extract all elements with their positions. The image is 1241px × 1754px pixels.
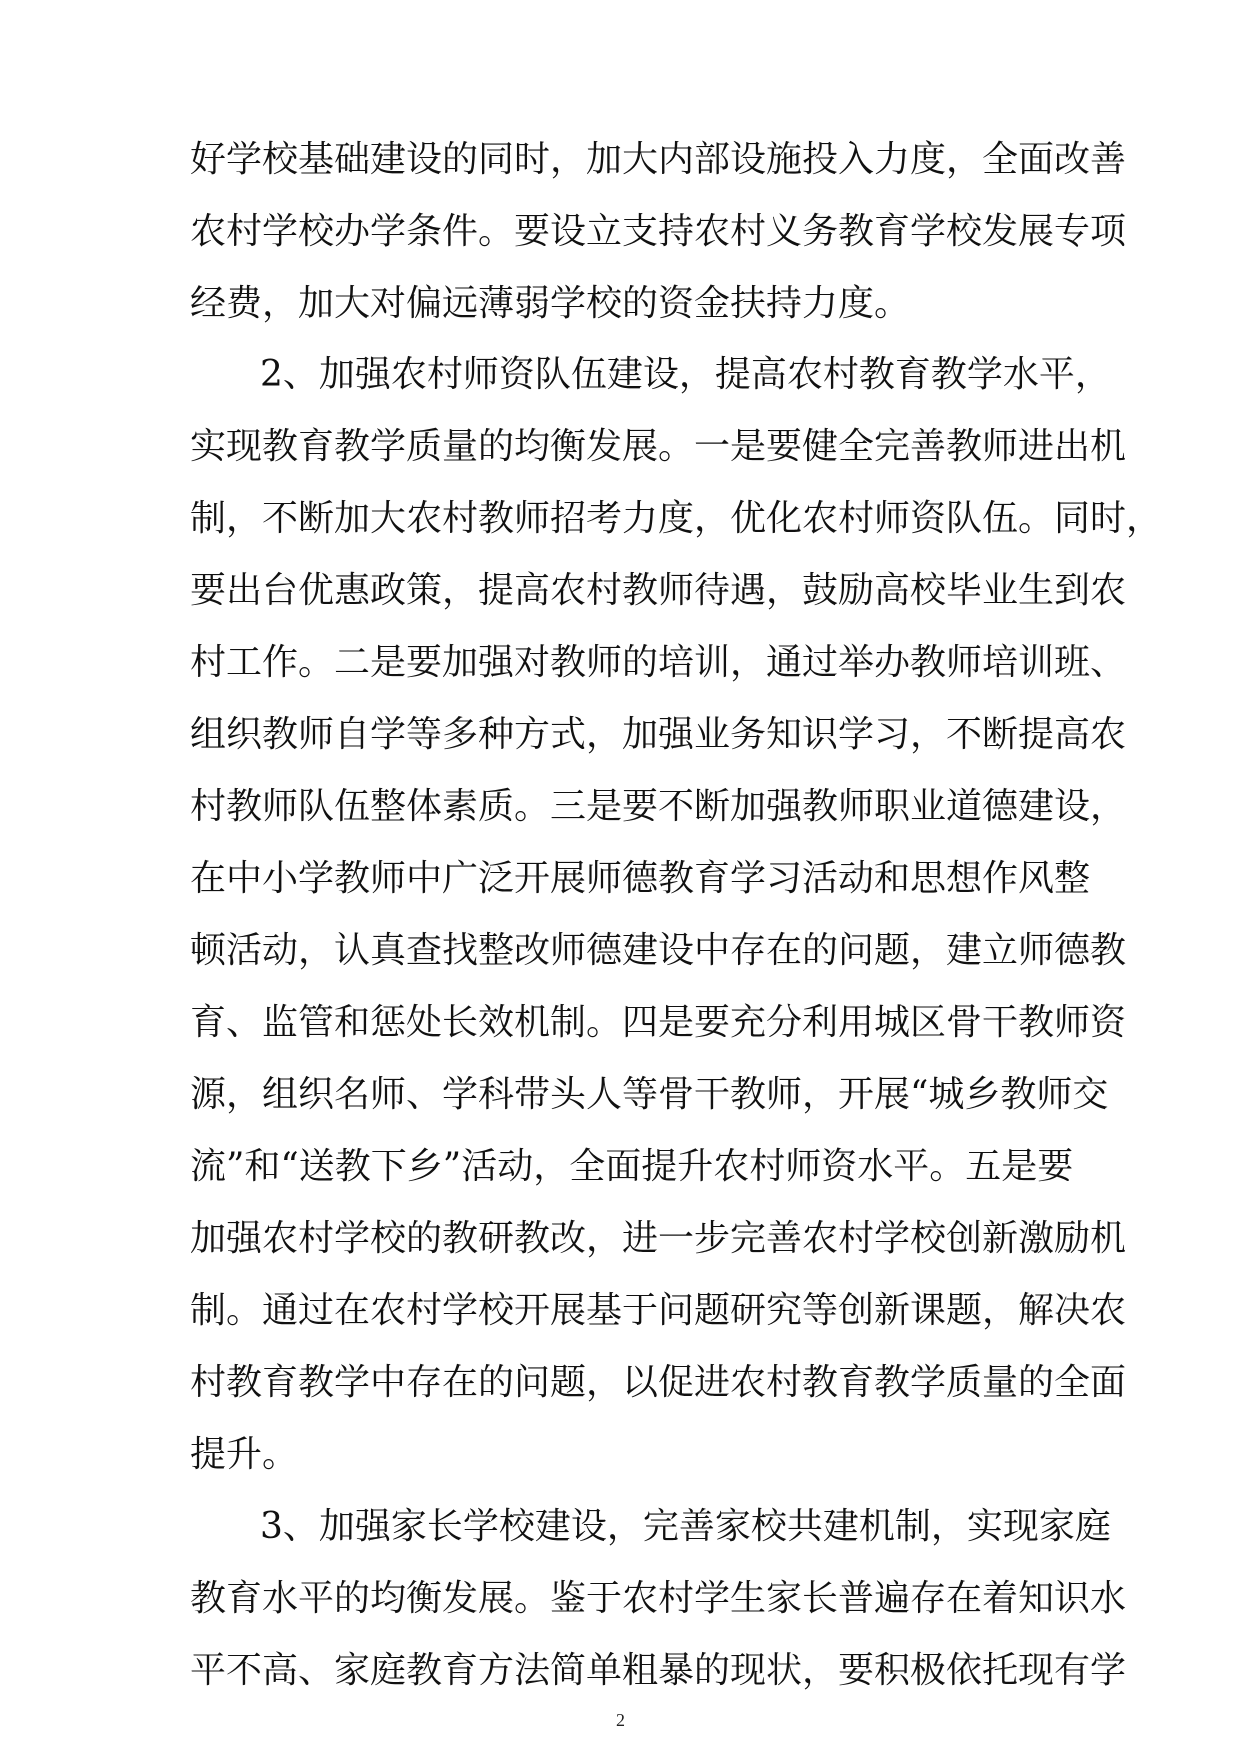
text-line: 制。通过在农村学校开展基于问题研究等创新课题，解决农 <box>190 1290 1127 1331</box>
text-line: 3、加强家长学校建设，完善家校共建机制，实现家庭 <box>260 1506 1111 1547</box>
text-line: 经费，加大对偏远薄弱学校的资金扶持力度。 <box>190 283 911 324</box>
text-line: 提升。 <box>190 1434 299 1475</box>
text-line: 要出台优惠政策，提高农村教师待遇，鼓励高校毕业生到农 <box>190 570 1127 611</box>
text-line: 2、加强农村师资队伍建设，提高农村教育教学水平， <box>260 354 1111 395</box>
text-line: 加强农村学校的教研教改，进一步完善农村学校创新激励机 <box>190 1218 1127 1259</box>
text-line: 流”和“送教下乡”活动，全面提升农村师资水平。五是要 <box>190 1146 1074 1187</box>
text-line: 顿活动，认真查找整改师德建设中存在的问题，建立师德教 <box>190 930 1127 971</box>
text-line: 村工作。二是要加强对教师的培训，通过举办教师培训班、 <box>190 642 1127 683</box>
text-line: 制，不断加大农村教师招考力度，优化农村师资队伍。同时， <box>190 498 1163 539</box>
text-line: 源，组织名师、学科带头人等骨干教师，开展“城乡教师交 <box>190 1074 1109 1115</box>
text-line: 育、监管和惩处长效机制。四是要充分利用城区骨干教师资 <box>190 1002 1127 1043</box>
text-line: 村教师队伍整体素质。三是要不断加强教师职业道德建设， <box>190 786 1127 827</box>
text-line: 好学校基础建设的同时，加大内部设施投入力度，全面改善 <box>190 139 1127 180</box>
text-line: 组织教师自学等多种方式，加强业务知识学习，不断提高农 <box>190 714 1127 755</box>
text-line: 农村学校办学条件。要设立支持农村义务教育学校发展专项 <box>190 211 1127 252</box>
page-number: 2 <box>616 1710 625 1730</box>
text-line: 平不高、家庭教育方法简单粗暴的现状，要积极依托现有学 <box>190 1650 1127 1691</box>
text-line: 教育水平的均衡发展。鉴于农村学生家长普遍存在着知识水 <box>190 1578 1127 1619</box>
text-line: 实现教育教学质量的均衡发展。一是要健全完善教师进出机 <box>190 426 1127 467</box>
text-line: 村教育教学中存在的问题，以促进农村教育教学质量的全面 <box>190 1362 1127 1403</box>
text-line: 在中小学教师中广泛开展师德教育学习活动和思想作风整 <box>190 858 1091 899</box>
